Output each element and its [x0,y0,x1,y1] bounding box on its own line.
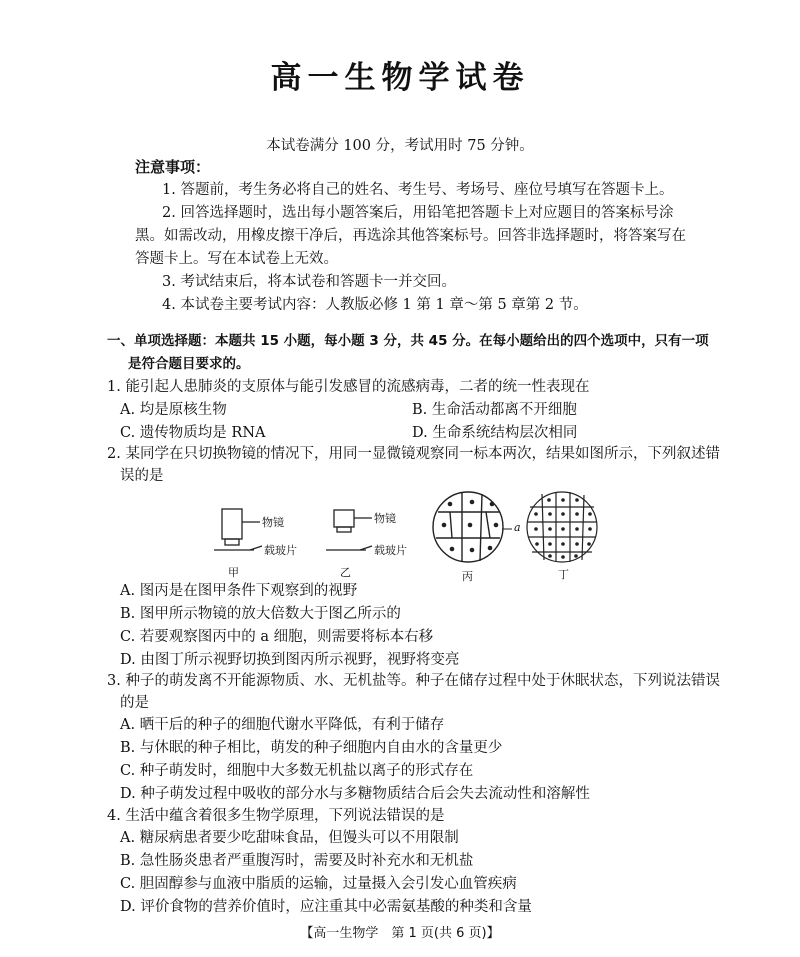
q4-option-b: B. 急性肠炎患者严重腹泻时，需要及时补充水和无机盐 [120,853,474,869]
notice-line-1: 1. 答题前，考生务必将自己的姓名、考生号、考场号、座位号填写在答题卡上。 [162,182,674,198]
notice-line-6: 4. 本试卷主要考试内容：人教版必修 1 第 1 章～第 5 章第 2 节。 [162,297,588,313]
yi-slide-label: 载玻片 [374,544,407,557]
q2-option-c: C. 若要观察图丙中的 a 细胞，则需要将标本右移 [120,629,434,645]
objective-jia [214,509,262,550]
objective-yi [326,510,372,550]
q1-option-d: D. 生命系统结构层次相同 [412,425,578,441]
q2-stem-line-2: 误的是 [120,468,164,484]
q3-stem-line-2: 的是 [120,695,149,711]
q4-option-c: C. 胆固醇参与血液中脂质的运输，过量摄入会引发心血管疾病 [120,876,517,892]
q1-option-b: B. 生命活动都离不开细胞 [412,402,577,418]
section-heading-line-1: 一、单项选择题：本题共 15 小题，每小题 3 分，共 45 分。在每小题给出的四个选项中，只有一项 [107,333,709,349]
q1-option-a: A. 均是原核生物 [120,402,227,418]
caption-yi: 乙 [340,566,351,579]
q3-option-a: A. 晒干后的种子的细胞代谢水平降低，有利于储存 [120,717,445,733]
q4-option-a: A. 糖尿病患者要少吃甜味食品，但馒头可以不用限制 [120,830,459,846]
exam-intro: 本试卷满分 100 分，考试用时 75 分钟。 [266,138,534,154]
q2-option-d: D. 由图丁所示视野切换到图丙所示视野，视野将变亮 [120,652,460,668]
caption-ding: 丁 [558,568,569,581]
q2-option-a: A. 图丙是在图甲条件下观察到的视野 [120,583,358,599]
q1-option-c: C. 遗传物质均是 RNA [120,425,266,441]
microscope-figure [200,482,620,582]
q4-stem: 4. 生活中蕴含着很多生物学原理，下列说法错误的是 [107,808,445,824]
jia-objective-label: 物镜 [262,516,284,529]
exam-title: 高一生物学试卷 [270,60,530,96]
cell-a-label: a [514,521,521,534]
caption-jia: 甲 [228,566,239,579]
notice-line-4: 答题卡上。写在本试卷上无效。 [135,251,338,267]
section-heading-line-2: 是符合题目要求的。 [128,356,250,372]
notice-line-5: 3. 考试结束后，将本试卷和答题卡一并交回。 [162,274,456,290]
q3-option-b: B. 与休眠的种子相比，萌发的种子细胞内自由水的含量更少 [120,740,503,756]
notice-line-2: 2. 回答选择题时，选出每小题答案后，用铅笔把答题卡上对应题目的答案标号涂 [162,205,674,221]
microscope-diagram [200,482,620,582]
q2-option-b: B. 图甲所示物镜的放大倍数大于图乙所示的 [120,606,401,622]
notice-line-3: 黑。如需改动，用橡皮擦干净后，再选涂其他答案标号。回答非选择题时，将答案写在 [135,228,686,244]
q4-option-d: D. 评价食物的营养价值时，应注重其中必需氨基酸的种类和含量 [120,899,532,915]
field-ding [527,492,597,562]
q2-stem-line-1: 2. 某同学在只切换物镜的情况下，用同一显微镜观察同一标本两次，结果如图所示，下列叙述错 [107,446,720,462]
q3-option-c: C. 种子萌发时，细胞中大多数无机盐以离子的形式存在 [120,763,474,779]
q3-option-d: D. 种子萌发过程中吸收的部分水与多糖物质结合后会失去流动性和溶解性 [120,786,590,802]
caption-bing: 丙 [462,570,473,583]
notice-heading: 注意事项： [135,158,211,176]
q1-stem: 1. 能引起人患肺炎的支原体与能引发感冒的流感病毒，二者的统一性表现在 [107,379,590,395]
jia-slide-label: 载玻片 [264,544,297,557]
yi-objective-label: 物镜 [374,512,396,525]
field-bing-nuclei [442,500,499,553]
page-footer: 【高一生物学 第 1 页(共 6 页)】 [300,926,500,941]
q3-stem-line-1: 3. 种子的萌发离不开能源物质、水、无机盐等。种子在储存过程中处于休眠状态，下列说法错误 [107,673,720,689]
